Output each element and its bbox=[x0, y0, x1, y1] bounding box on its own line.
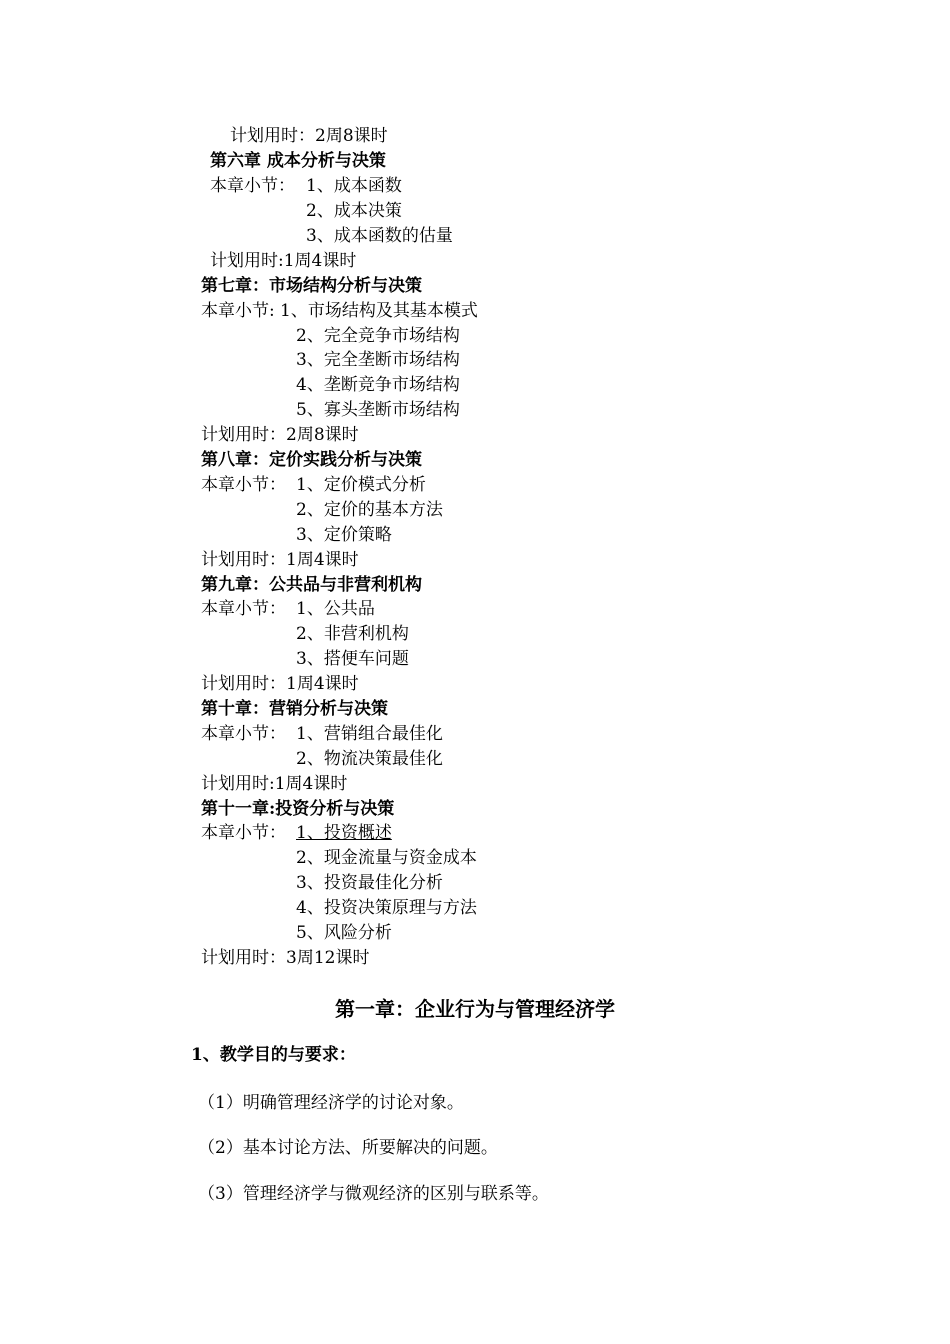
ch7-section-5: 5、寡头垄断市场结构 bbox=[296, 400, 460, 420]
ch11-section-1: 1、投资概述 bbox=[296, 823, 392, 843]
ch11-section-2: 2、现金流量与资金成本 bbox=[296, 848, 477, 868]
ch6-sections-label: 本章小节： bbox=[210, 176, 295, 196]
ch8-plan: 计划用时：1周4课时 bbox=[201, 550, 359, 570]
ch11-sections-label: 本章小节： bbox=[201, 823, 286, 843]
ch11-title: 第十一章:投资分析与决策 bbox=[201, 799, 395, 819]
ch7-section-1: 1、市场结构及其基本模式 bbox=[280, 301, 478, 321]
chapter1-item-1: （1）明确管理经济学的讨论对象。 bbox=[198, 1093, 464, 1113]
chapter1-item-3: （3）管理经济学与微观经济的区别与联系等。 bbox=[198, 1184, 549, 1204]
ch7-sections-label: 本章小节: bbox=[201, 301, 275, 321]
ch11-section-3: 3、投资最佳化分析 bbox=[296, 873, 443, 893]
ch6-section-1: 1、成本函数 bbox=[306, 176, 402, 196]
ch6-plan: 计划用时:1周4课时 bbox=[210, 251, 357, 271]
chapter1-title: 第一章：企业行为与管理经济学 bbox=[335, 997, 615, 1021]
chapter1-item-2: （2）基本讨论方法、所要解决的问题。 bbox=[198, 1138, 498, 1158]
ch6-section-2: 2、成本决策 bbox=[306, 201, 402, 221]
ch8-section-1: 1、定价模式分析 bbox=[296, 475, 426, 495]
ch11-section-5: 5、风险分析 bbox=[296, 923, 392, 943]
ch7-section-3: 3、完全垄断市场结构 bbox=[296, 350, 460, 370]
ch6-title: 第六章 成本分析与决策 bbox=[210, 151, 386, 171]
ch7-section-2: 2、完全竞争市场结构 bbox=[296, 326, 460, 346]
ch8-sections-label: 本章小节： bbox=[201, 475, 286, 495]
ch7-plan: 计划用时：2周8课时 bbox=[201, 425, 359, 445]
ch9-title: 第九章：公共品与非营利机构 bbox=[201, 575, 422, 595]
ch7-section-4: 4、垄断竞争市场结构 bbox=[296, 375, 460, 395]
ch7-title: 第七章：市场结构分析与决策 bbox=[201, 276, 422, 296]
ch8-section-2: 2、定价的基本方法 bbox=[296, 500, 443, 520]
ch11-section-4: 4、投资决策原理与方法 bbox=[296, 898, 477, 918]
ch10-section-1: 1、营销组合最佳化 bbox=[296, 724, 443, 744]
ch10-title: 第十章：营销分析与决策 bbox=[201, 699, 388, 719]
ch10-sections-label: 本章小节： bbox=[201, 724, 286, 744]
ch8-section-3: 3、定价策略 bbox=[296, 525, 392, 545]
ch6-section-3: 3、成本函数的估量 bbox=[306, 226, 453, 246]
ch9-section-3: 3、搭便车问题 bbox=[296, 649, 409, 669]
chapter1-section-heading: 1、教学目的与要求： bbox=[191, 1045, 356, 1065]
ch11-plan: 计划用时：3周12课时 bbox=[201, 948, 370, 968]
ch10-section-2: 2、物流决策最佳化 bbox=[296, 749, 443, 769]
ch9-plan: 计划用时：1周4课时 bbox=[201, 674, 359, 694]
ch5-plan: 计划用时：2周8课时 bbox=[230, 126, 388, 146]
ch8-title: 第八章：定价实践分析与决策 bbox=[201, 450, 422, 470]
ch9-section-1: 1、公共品 bbox=[296, 599, 375, 619]
ch10-plan: 计划用时:1周4课时 bbox=[201, 774, 348, 794]
ch9-sections-label: 本章小节： bbox=[201, 599, 286, 619]
ch9-section-2: 2、非营利机构 bbox=[296, 624, 409, 644]
